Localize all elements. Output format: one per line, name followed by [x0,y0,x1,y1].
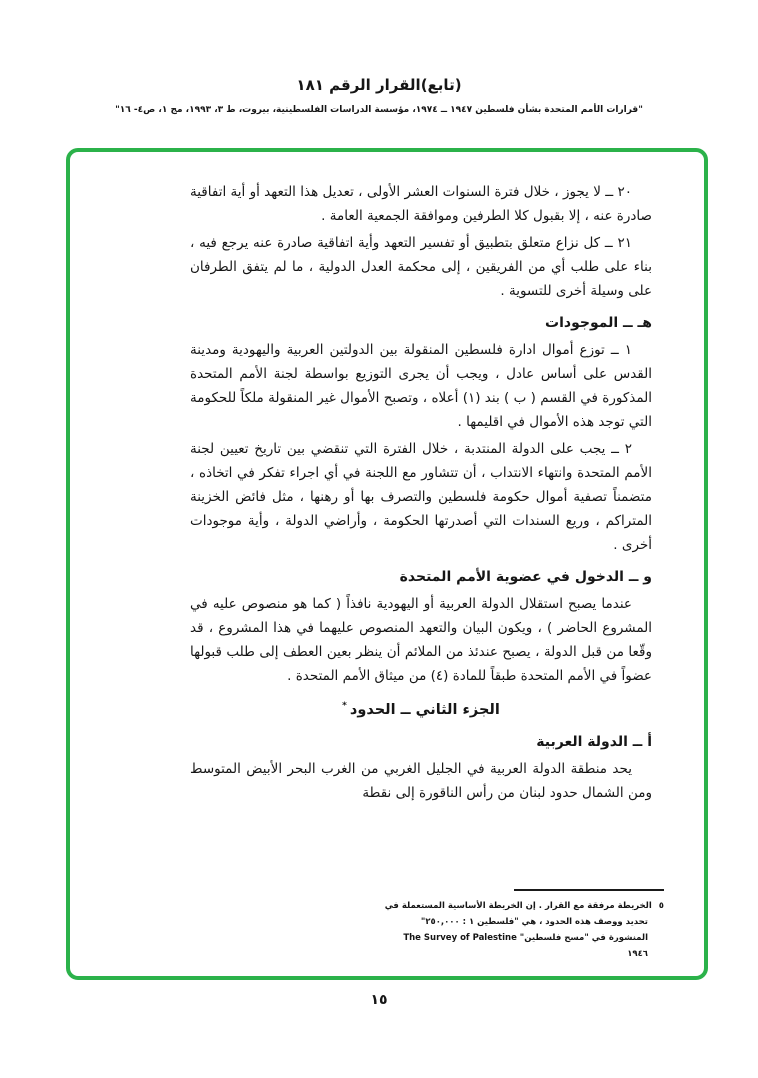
body-text-column [190,180,652,808]
footnote-block [382,889,664,962]
paragraph-arab-state: يحد منطقة الدولة العربية في الجليل الغربي من الغرب البحر الأبيض المتوسط ومن الشمال حدود لبنان من رأس الناقورة إلى نقطة [190,760,652,801]
source-citation: "قرارات الأمم المتحدة بشأن فلسطين ١٩٤٧ ــ ١٩٧٤، مؤسسة الدراسات الفلسطينية، بيروت، ط ٣، ١٩٩٣، مج ١، ص٤- ١٦" [115,105,643,115]
content-frame [66,148,708,980]
footnote-reference-mark: * [342,701,347,711]
paragraph-membership: عندما يصبح استقلال الدولة العربية أو اليهودية نافذاً ( كما هو منصوص عليه في المشروع الحاضر ) ، ويكون البيان والتعهد المنصوص عليهما في هذا المشروع ، قد وقّعا من قبل الدولة ، يصبح عندئذ من الملائم أن ينظر بعين العطف إلى طلب قبولها عضواً في الأمم المتحدة طبقاً للمادة (٤) من ميثاق الأمم المتحدة . [190,596,652,684]
page-number: ١٥ [370,992,388,1008]
page-header [0,76,758,115]
paragraph-21: ٢١ ــ كل نزاع متعلق بتطبيق أو تفسير التعهد وأية اتفاقية صادرة عنه يرجع فيه ، بناء على طلب أي من الفريقين ، إلى محكمة العدل الدولية ، ما لم يتفق الطرفان على وسيلة أخرى للتسوية . [190,235,652,299]
footnote-text [382,898,664,962]
paragraph-assets-1: ١ ــ توزع أموال ادارة فلسطين المنقولة بين الدولتين العربية واليهودية ومدينة القدس على أساس عادل ، ويجب أن يجرى التوزيع بواسطة لجنة الأمم المتحدة المذكورة في القسم ( ب ) بند (١) أعلاه ، وتصبح الأموال غير المنقولة ملكاً للحكومة التي توجد هذه الأموال في اقليمها . [190,342,652,430]
section-heading-arab-state: أ ــ الدولة العربية [536,733,652,750]
resolution-title: (تابع)القرار الرقم ١٨١ [296,76,462,94]
section-heading-membership: و ــ الدخول في عضوية الأمم المتحدة [399,569,652,585]
section-heading-assets: هـ ــ الموجودات [545,315,652,331]
paragraph-assets-2: ٢ ــ يجب على الدولة المنتدبة ، خلال الفترة التي تنقضي بين تاريخ تعيين لجنة الأمم المتحدة وانتهاء الانتداب ، أن تتشاور مع اللجنة في أي اجراء تفكر في اتخاذه ، متضمناً تصفية أموال حكومة فلسطين والتصرف بها أو رهنها ، مثل فائض الخزينة المتراكم ، وريع السندات التي أصدرتها الحكومة ، وأراضي الدولة ، وأية موجودات أخرى . [190,441,652,553]
footnote-body: الخريطة مرفقة مع القرار . إن الخريطة الأساسية المستعملة في تحديد ووصف هذه الحدود ، هي "فلسطين ١ : ٢٥٠,٠٠٠" المنشورة في "مسح فلسطين" The Survey of Palestine ١٩٤٦ [384,901,652,959]
part-two-heading [190,694,652,722]
footnote-marker: ٥ [658,901,664,911]
footnote-divider [514,889,664,891]
part-two-heading-text: الجزء الثاني ــ الحدود [349,701,500,718]
paragraph-20: ٢٠ ــ لا يجوز ، خلال فترة السنوات العشر الأولى ، تعديل هذا التعهد أو أية اتفاقية صادرة عنه ، إلا بقبول كلا الطرفين وموافقة الجمعية العامة . [190,184,652,224]
